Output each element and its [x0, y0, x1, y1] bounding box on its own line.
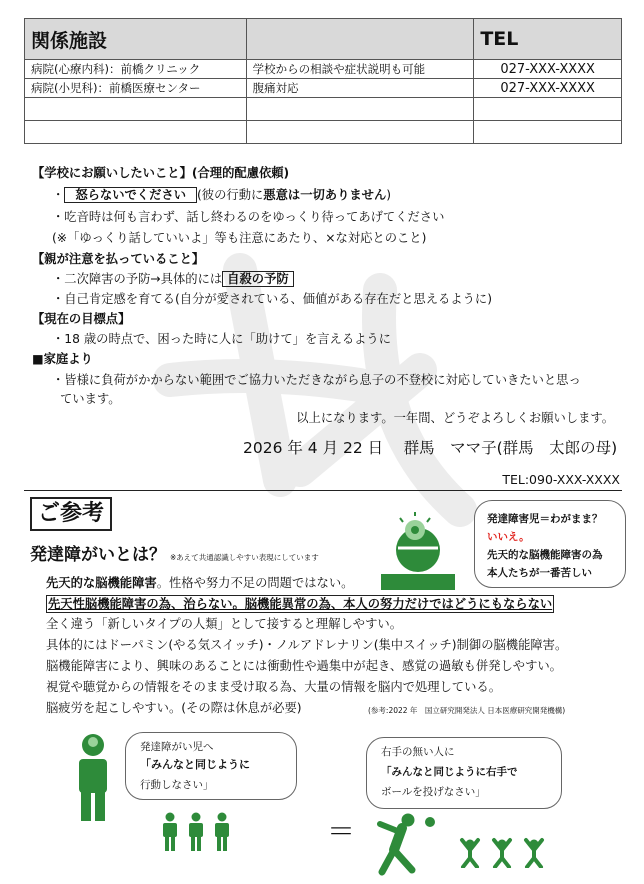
p1-rest: 。性格や努力不足の問題ではない。	[156, 576, 354, 590]
speech-bubble-same-behavior	[125, 732, 297, 800]
facility-name	[25, 121, 247, 144]
speech-bubble-not-selfish	[474, 500, 626, 588]
table-row	[25, 98, 622, 121]
ref-para-4: 具体的にはドーパミン(やる気スイッチ)・ノルアドレナリン(集中スイッチ)制御の脳機能障害。	[46, 638, 568, 652]
heading-note: ※あえて共通認識しやすい表現にしています	[170, 553, 319, 562]
heading-text: 発達障がいとは？	[30, 545, 166, 565]
closing-text: 以上になります。一年間、どうぞよろしくお願いします。	[296, 411, 614, 425]
ref-para-6: 視覚や聴覚からの情報をそのまま受け取る為、大量の情報を脳内で処理している。	[46, 680, 501, 694]
facility-name: 病院(心療内科)：前橋クリニック	[25, 60, 247, 79]
facility-tel: 027-XXX-XXXX	[474, 60, 622, 79]
facility-name	[25, 98, 247, 121]
ref-para-5: 脳機能障害により、興味のあることには衝動性や過集中が起き、感覚の過敏も併発しやすい。	[46, 659, 562, 673]
boxed-no-anger: 怒らないでください	[64, 187, 197, 203]
item1-bold: 悪意は一切ありません	[263, 188, 387, 202]
school-request-heading: 【学校にお願いしたいこと】(合理的配慮依頼)	[32, 166, 290, 180]
item1-post: )	[386, 188, 392, 202]
family-heading: ■家庭より	[32, 352, 93, 366]
family-item-line2: ています。	[60, 392, 121, 406]
right-bubble-line2: 「みんなと同じように右手で	[381, 766, 518, 778]
divider	[24, 490, 622, 491]
header-tel: TEL	[474, 19, 622, 60]
ref-para-7: 脳疲労を起こしやすい。(その際は休息が必要)	[46, 701, 302, 715]
contact-tel: TEL:090-XXX-XXXX	[502, 472, 620, 487]
facility-tel	[474, 98, 622, 121]
standing-child-icon	[70, 733, 116, 823]
facilities-table	[24, 18, 622, 144]
date-signature: 2026 年 4 月 22 日 群馬 ママ子(群馬 太郎の母)	[243, 439, 618, 457]
request-item-stutter: ・吃音時は何も言わず、話し終わるのをゆっくり待ってあげてください	[52, 210, 445, 224]
family-item-line1: ・皆様に負荷がかからない範囲でご協力いただきながら息子の不登校に対応していきたいと思っ	[52, 373, 581, 387]
table-row	[25, 79, 622, 98]
right-bubble-line1: 右手の無い人に	[381, 746, 455, 758]
parents-item-selfesteem: ・自己肯定感を育てる(自分が愛されている、価値がある存在だと思えるように)	[52, 292, 492, 306]
facility-note	[246, 98, 474, 121]
left-bubble-line3: 行動しなさい」	[140, 779, 214, 791]
bubble-line3: 先天的な脳機能障害の為	[487, 549, 603, 561]
right-bubble-line3: ボールを投げなさい」	[381, 786, 486, 798]
request-item-no-anger	[52, 187, 391, 203]
item1-pre: (彼の行動に	[197, 188, 264, 202]
bubble-line4: 本人たちが一番苦しい	[487, 567, 592, 579]
header-facilities: 関係施設	[25, 19, 247, 60]
p1-bold: 先天的な脳機能障害	[46, 576, 157, 590]
table-row	[25, 121, 622, 144]
throwing-person-icon	[372, 812, 432, 876]
speech-bubble-throw-ball	[366, 737, 562, 809]
reference-heading	[30, 540, 319, 565]
reference-source: (参考:2022 年 国立研究開発法人 日本医療研究開発機構)	[368, 706, 566, 715]
ref-para-2: 先天性脳機能障害の為、治らない。脳機能異常の為、本人の努力だけではどうにもならない	[48, 597, 553, 611]
item4-pre: ・二次障害の予防→具体的には	[52, 272, 223, 286]
ball-icon	[424, 816, 436, 828]
goal-item: ・18 歳の時点で、困った時に人に「助けて」を言えるように	[52, 332, 392, 346]
left-bubble-line2: 「みんなと同じように	[140, 758, 250, 771]
parents-item-prevention	[52, 271, 294, 287]
ref-para-3: 全く違う「新しいタイプの人類」として接すると理解しやすい。	[46, 617, 402, 631]
reference-title: ご参考	[30, 497, 112, 531]
left-bubble-line1: 発達障がい児へ	[140, 741, 214, 753]
boxed-suicide-prevention: 自殺の予防	[222, 271, 294, 287]
goal-heading: 【現在の目標点】	[32, 312, 131, 326]
facility-note: 学校からの相談や症状説明も可能	[246, 60, 474, 79]
group-of-people-icon	[160, 812, 232, 852]
request-item-note: (※「ゆっくり話していいよ」等も注意にあたり、×な対応とのこと)	[52, 231, 427, 245]
equals-sign: ＝	[327, 815, 356, 848]
table-header-row	[25, 19, 622, 60]
facility-note	[246, 121, 474, 144]
facility-tel	[474, 121, 622, 144]
table-row	[25, 60, 622, 79]
ref-para-1	[46, 575, 353, 591]
parents-heading: 【親が注意を払っていること】	[32, 252, 205, 266]
bubble-line2: いいえ。	[487, 531, 530, 543]
thinking-person-icon	[378, 512, 470, 592]
cheering-people-icon	[458, 836, 546, 868]
facility-tel: 027-XXX-XXXX	[474, 79, 622, 98]
header-note	[246, 19, 474, 60]
facility-name: 病院(小児科)：前橋医療センター	[25, 79, 247, 98]
bullet: ・	[52, 188, 65, 202]
facility-note: 腹痛対応	[246, 79, 474, 98]
bubble-line1: 発達障害児＝わがまま？	[487, 513, 603, 525]
